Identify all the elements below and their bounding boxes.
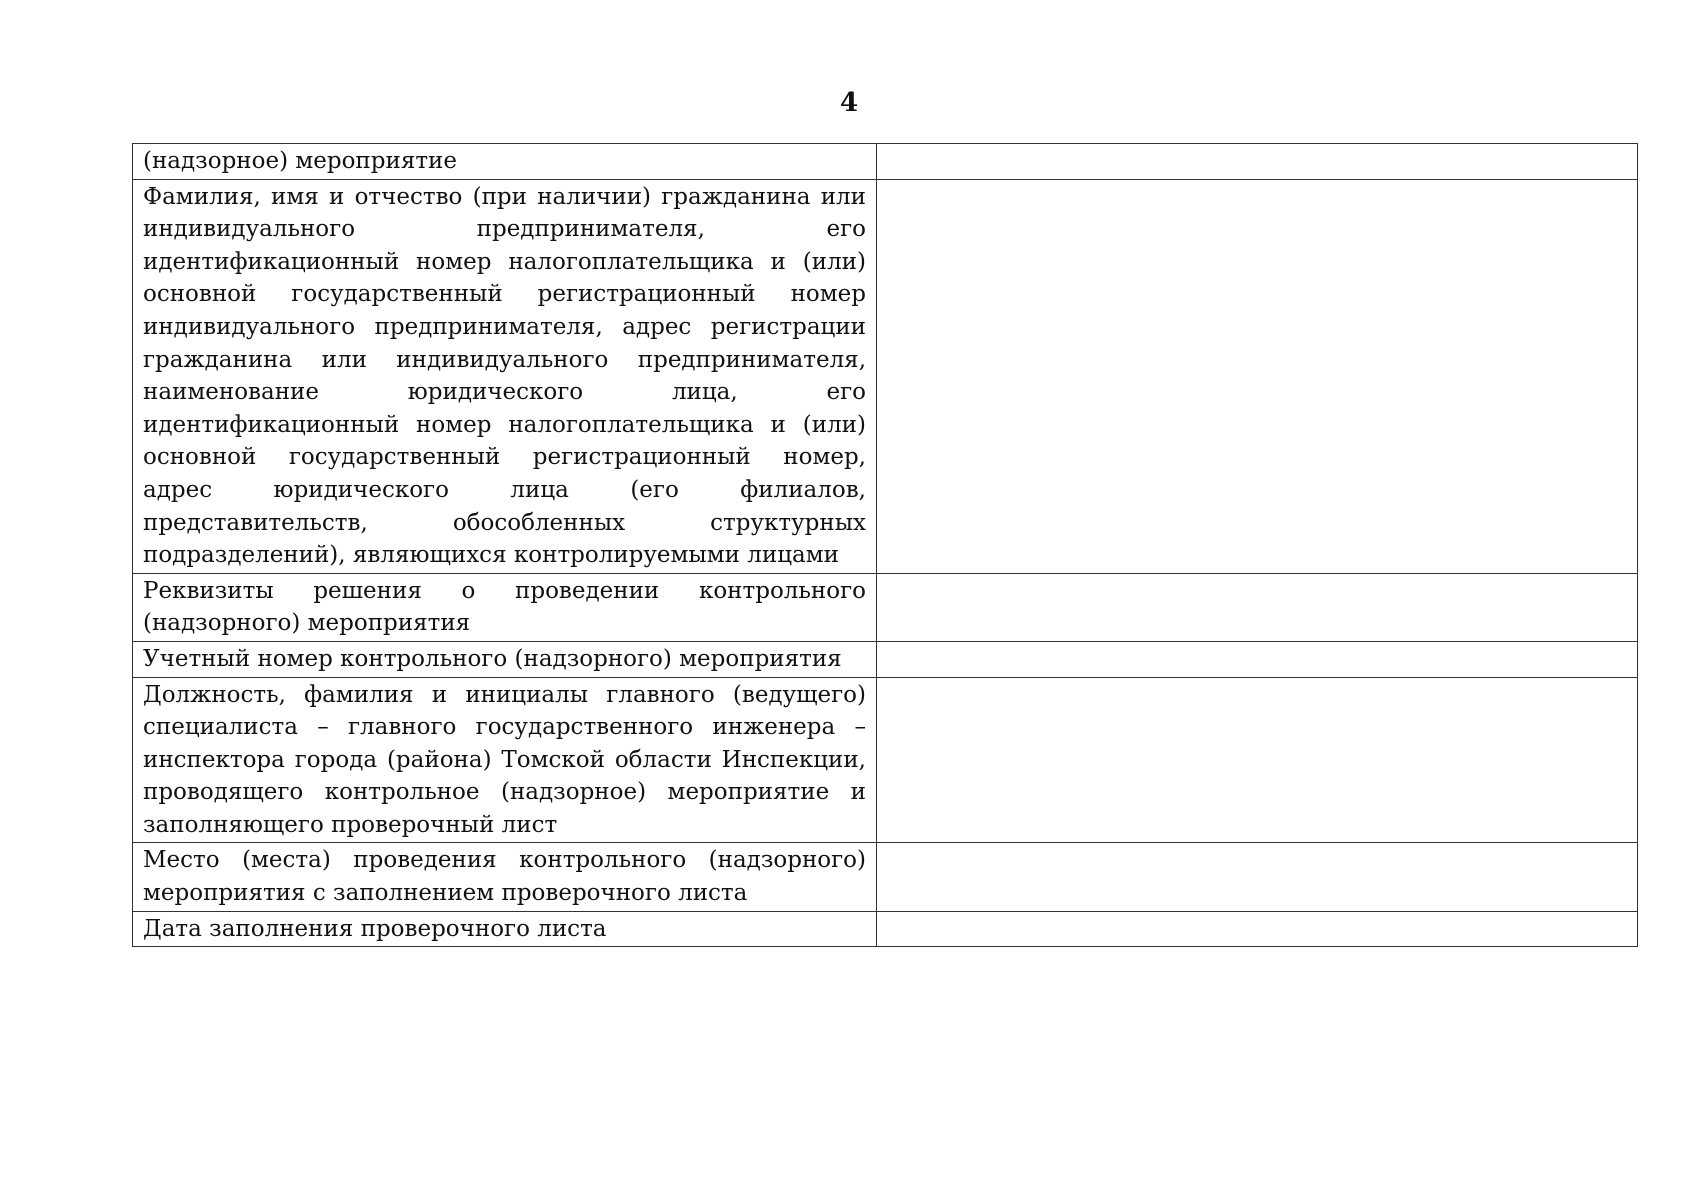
row-value (877, 911, 1638, 947)
row-value (877, 179, 1638, 573)
row-value (877, 144, 1638, 180)
table-row (133, 677, 1638, 843)
row-label: Место (места) проведения контрольного (надзорного) мероприятия с заполнением проверочного листа (133, 843, 877, 911)
row-value (877, 573, 1638, 641)
row-label: Дата заполнения проверочного листа (133, 911, 877, 947)
table-row (133, 641, 1638, 677)
table-row (133, 179, 1638, 573)
row-label: Учетный номер контрольного (надзорного) мероприятия (133, 641, 877, 677)
row-value (877, 677, 1638, 843)
checklist-info-table (132, 143, 1638, 947)
row-value (877, 843, 1638, 911)
row-label: Должность, фамилия и инициалы главного (ведущего) специалиста – главного государственного инженера – инспектора города (района) Томской области Инспекции, проводящего контрольное (надзорное) мероприятие и заполняющего проверочный лист (133, 677, 877, 843)
table-row (133, 843, 1638, 911)
table-row (133, 573, 1638, 641)
row-value (877, 641, 1638, 677)
row-label: (надзорное) мероприятие (133, 144, 877, 180)
page-number: 4 (839, 88, 859, 118)
row-label: Фамилия, имя и отчество (при наличии) гражданина или индивидуального предпринимателя, его идентификационный номер налогоплательщика и (или) основной государственный регистрационный номер индивидуального предпринимателя, адрес регистрации гражданина или индивидуального предпринимателя, наименование юридического лица, его идентификационный номер налогоплательщика и (или) основной государственный регистрационный номер, адрес юридического лица (его филиалов, представительств, обособленных структурных подразделений), являющихся контролируемыми лицами (133, 179, 877, 573)
table-row (133, 144, 1638, 180)
table-row (133, 911, 1638, 947)
row-label: Реквизиты решения о проведении контрольного (надзорного) мероприятия (133, 573, 877, 641)
